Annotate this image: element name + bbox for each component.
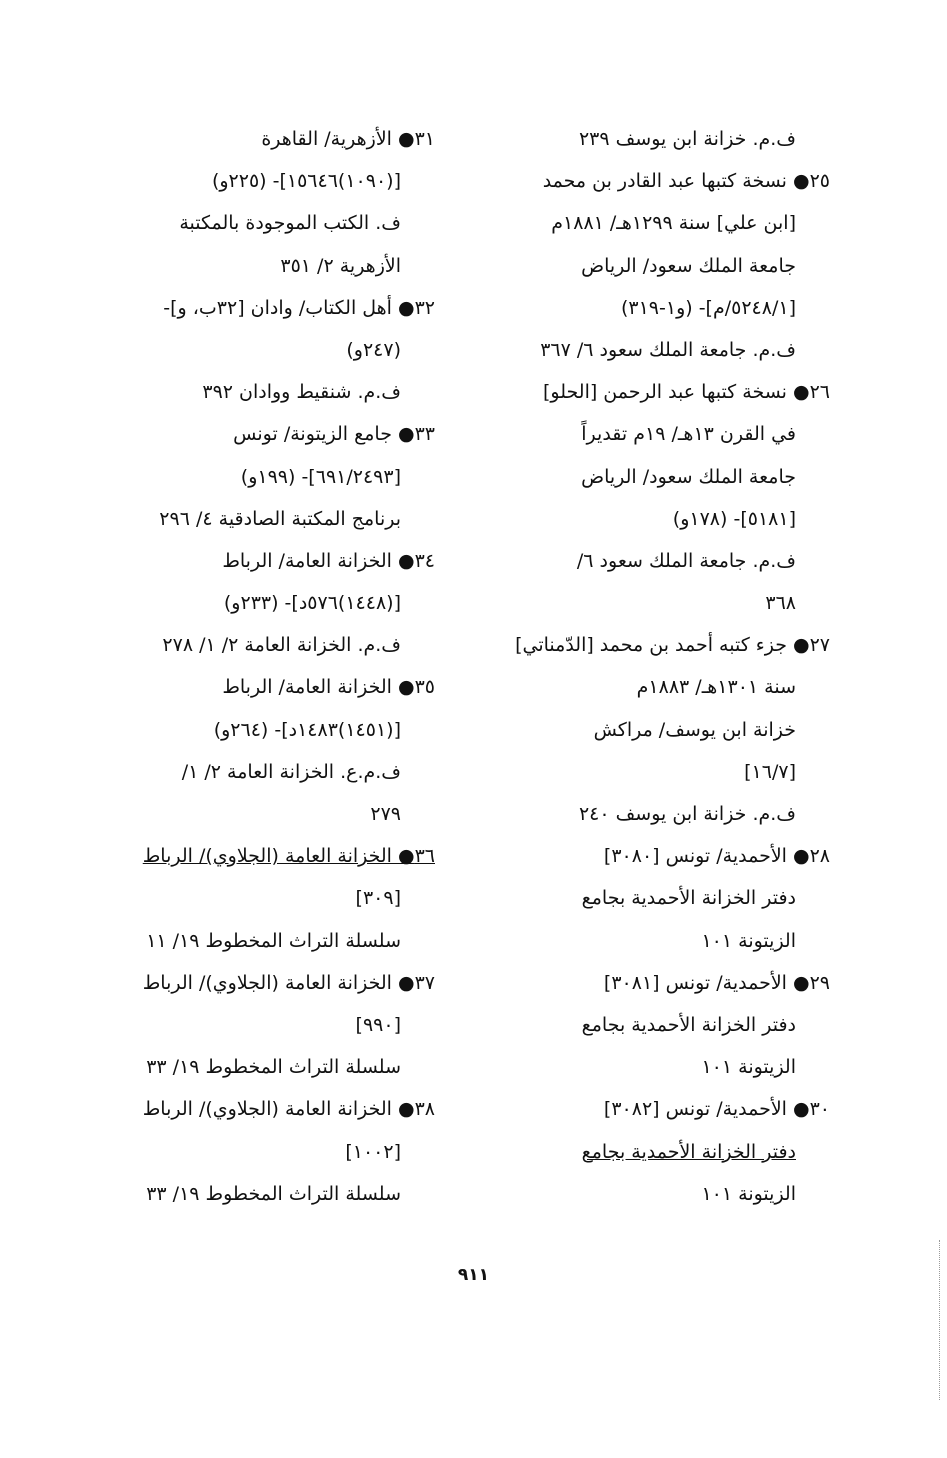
page-number: ٩١١ bbox=[457, 1265, 490, 1285]
text-line: [(١٠٩٠)١٥٦٤٦]- (٢٢٥و) bbox=[211, 170, 401, 193]
text-line: ٢٧٩ bbox=[370, 803, 401, 825]
text-line: ف.م. جامعة الملك سعود ٦/ bbox=[576, 549, 796, 572]
entry-heading-30: ٣٠● الأحمدية/ تونس [٣٠٨٢] bbox=[603, 1098, 830, 1121]
entry-heading-34: ٣٤● الخزانة العامة/ الرباط bbox=[222, 549, 435, 572]
text-line: ف. الكتب الموجودة بالمكتبة bbox=[179, 212, 401, 235]
text-line: الزيتونة ١٠١ bbox=[701, 1056, 796, 1079]
text-line: [٣٠٩] bbox=[355, 887, 401, 910]
text-line: [١٦/٧] bbox=[744, 760, 796, 783]
text-line: في القرن ١٣هـ/ ١٩م تقديراً bbox=[581, 423, 796, 446]
text-line: ف.م. خزانة ابن يوسف ٢٣٩ bbox=[578, 128, 796, 150]
text-line: برنامج المكتبة الصادقية ٤/ ٢٩٦ bbox=[159, 507, 401, 530]
entry-heading-26: ٢٦● نسخة كتبها عبد الرحمن [الحلو] bbox=[543, 381, 830, 404]
text-line: ف.م.ع. الخزانة العامة ٢/ ١/ bbox=[181, 760, 401, 783]
entry-heading-36: ٣٦● الخزانة العامة (الجلاوي)/ الرباط bbox=[142, 845, 435, 868]
text-line: [ابن علي] سنة ١٢٩٩هـ/ ١٨٨١م bbox=[551, 212, 796, 235]
entry-heading-27: ٢٧● جزء كتبه أحمد بن محمد [الدّمناتي] bbox=[515, 634, 830, 657]
text-line: دفتر الخزانة الأحمدية بجامع bbox=[581, 887, 796, 910]
text-line: [٦٩١/٢٤٩٣]- (١٩٩و) bbox=[240, 465, 401, 488]
entry-heading-29: ٢٩● الأحمدية/ تونس [٣٠٨١] bbox=[603, 971, 830, 994]
text-line: ف.م. جامعة الملك سعود ٦/ ٣٦٧ bbox=[540, 338, 796, 361]
text-line: جامعة الملك سعود/ الرياض bbox=[581, 465, 796, 488]
text-line: دفتر الخزانة الأحمدية بجامع bbox=[581, 1013, 796, 1036]
text-line: [(١٤٥١)١٤٨٣د]- (٢٦٤و) bbox=[213, 718, 401, 741]
text-line: [(١٤٤٨)٥٧٦د]- (٢٣٣و) bbox=[223, 592, 401, 615]
text-line: الزيتونة ١٠١ bbox=[701, 929, 796, 952]
entry-heading-37: ٣٧● الخزانة العامة (الجلاوي)/ الرباط bbox=[142, 971, 435, 994]
entry-heading-38: ٣٨● الخزانة العامة (الجلاوي)/ الرباط bbox=[142, 1098, 435, 1121]
text-line: [٥١٨١]- (١٧٨و) bbox=[672, 507, 796, 530]
text-line: سلسلة التراث المخطوط ١٩/ ١١ bbox=[146, 929, 401, 952]
entry-heading-35: ٣٥● الخزانة العامة/ الرباط bbox=[222, 676, 435, 699]
text-line: الزيتونة ١٠١ bbox=[701, 1182, 796, 1205]
text-line: (٢٤٧و) bbox=[346, 338, 401, 361]
text-line: سلسلة التراث المخطوط ١٩/ ٣٣ bbox=[146, 1182, 401, 1205]
entry-heading-25: ٢٥● نسخة كتبها عبد القادر بن محمد bbox=[542, 170, 830, 193]
entry-heading-33: ٣٣● جامع الزيتونة/ تونس bbox=[233, 423, 435, 446]
text-line: خزانة ابن يوسف/ مراكش bbox=[593, 718, 796, 741]
text-line: سنة ١٣٠١هـ/ ١٨٨٣م bbox=[636, 676, 796, 699]
text-line: دفتر الخزانة الأحمدية بجامع bbox=[581, 1140, 796, 1163]
text-line: سلسلة التراث المخطوط ١٩/ ٣٣ bbox=[146, 1056, 401, 1079]
left-text-column bbox=[100, 118, 435, 1215]
text-line: الأزهرية ٢/ ٣٥١ bbox=[280, 254, 401, 277]
entry-heading-28: ٢٨● الأحمدية/ تونس [٣٠٨٠] bbox=[603, 845, 830, 868]
text-line: ف.م. خزانة ابن يوسف ٢٤٠ bbox=[578, 803, 796, 825]
right-text-column bbox=[480, 118, 830, 1215]
text-line: جامعة الملك سعود/ الرياض bbox=[581, 254, 796, 277]
entry-heading-31: ٣١● الأزهرية/ القاهرة bbox=[261, 128, 435, 150]
entry-heading-32: ٣٢● أهل الكتاب/ وادان [٣٢ب، و]- bbox=[163, 296, 435, 319]
scan-edge-line bbox=[939, 1240, 940, 1400]
text-line: ف.م. الخزانة العامة ٢/ ١/ ٢٧٨ bbox=[162, 634, 401, 657]
text-line: [١٠٠٢] bbox=[345, 1140, 401, 1163]
text-line: [٥٢٤٨/١/م]- (و١-٣١٩) bbox=[620, 296, 796, 319]
text-line: ٣٦٨ bbox=[765, 592, 796, 615]
text-line: ف.م. شنقيط ووادان ٣٩٢ bbox=[202, 381, 401, 404]
text-line: [٩٩٠] bbox=[355, 1013, 401, 1036]
